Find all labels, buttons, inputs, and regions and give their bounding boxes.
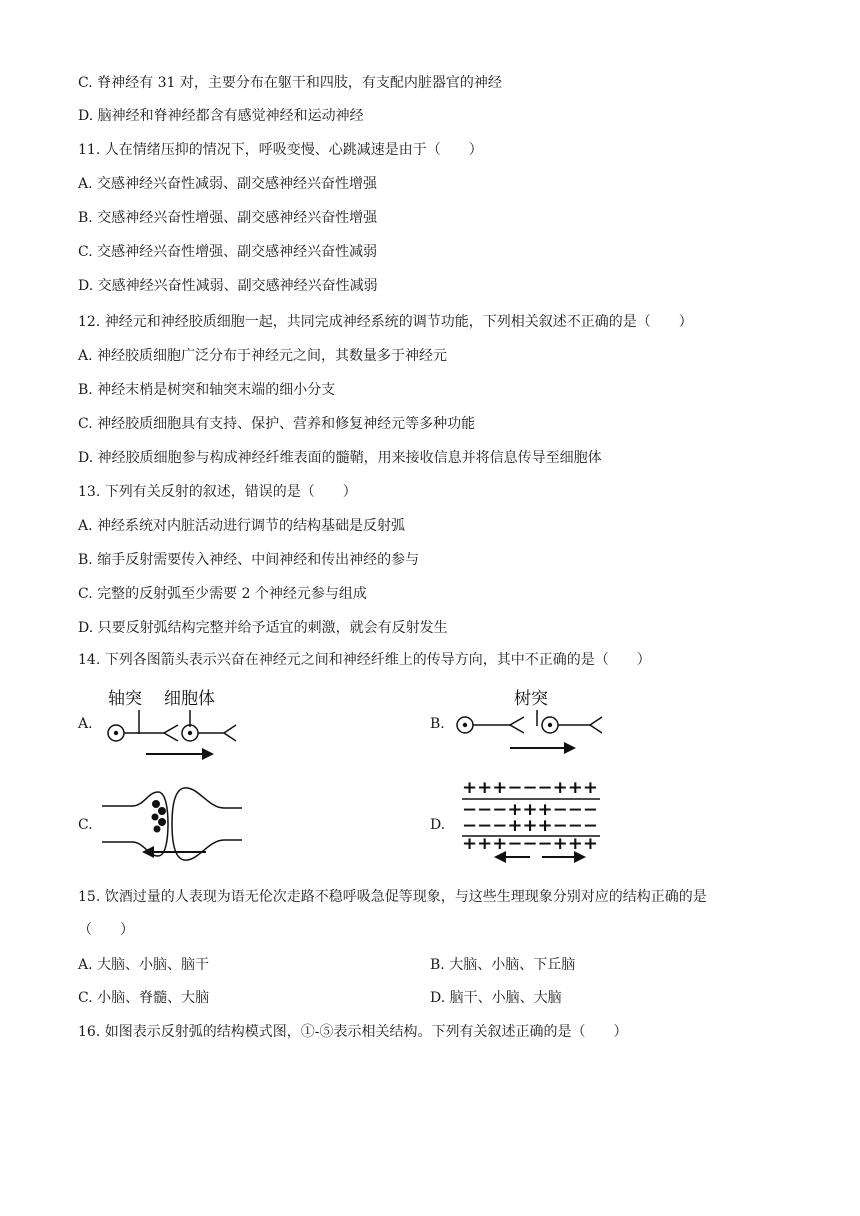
- q16-stem: 16. 如图表示反射弧的结构模式图，①-⑤表示相关结构。下列有关叙述正确的是（ ）: [78, 1024, 628, 1040]
- figure-d-option-label: D.: [430, 817, 446, 833]
- q13-option-d: D. 只要反射弧结构完整并给予适宜的刺激，就会有反射发生: [78, 620, 448, 636]
- figure-a-option-label: A.: [78, 716, 93, 732]
- q13-option-b: B. 缩手反射需要传入神经、中间神经和传出神经的参与: [78, 552, 420, 568]
- q14-stem: 14. 下列各图箭头表示兴奋在神经元之间和神经纤维上的传导方向，其中不正确的是（ ）: [78, 652, 651, 668]
- arrow-right-icon: [564, 742, 576, 754]
- charge-row-2: −−−+++−−−: [462, 800, 598, 820]
- q15-option-a: A. 大脑、小脑、脑干: [78, 957, 210, 973]
- label-dendrite: 树突: [514, 689, 548, 709]
- q15-option-d: D. 脑干、小脑、大脑: [430, 990, 562, 1006]
- q15-option-b: B. 大脑、小脑、下丘脑: [430, 957, 576, 973]
- q11-option-d: D. 交感神经兴奋性减弱、副交感神经兴奋性减弱: [78, 278, 378, 294]
- q12-option-d: D. 神经胶质细胞参与构成神经纤维表面的髓鞘，用来接收信息并将信息传导至细胞体: [78, 450, 602, 466]
- label-cell-body: 细胞体: [164, 689, 215, 709]
- q15-stem: 15. 饮酒过量的人表现为语无伦次走路不稳呼吸急促等现象，与这些生理现象分别对应的结构正确的是: [78, 889, 707, 905]
- q11-option-a: A. 交感神经兴奋性减弱、副交感神经兴奋性增强: [78, 176, 378, 192]
- q12-option-c: C. 神经胶质细胞具有支持、保护、营养和修复神经元等多种功能: [78, 416, 476, 432]
- charge-row-3: −−−+++−−−: [462, 816, 598, 836]
- label-axon: 轴突: [108, 689, 142, 709]
- q12-stem: 12. 神经元和神经胶质细胞一起，共同完成神经系统的调节功能，下列相关叙述不正确的是（ ）: [78, 314, 693, 330]
- figure-c-synapse-diagram: [96, 780, 256, 866]
- q11-option-c: C. 交感神经兴奋性增强、副交感神经兴奋性减弱: [78, 244, 378, 260]
- q12-option-b: B. 神经末梢是树突和轴突末端的细小分支: [78, 382, 336, 398]
- figure-c-option-label: C.: [78, 817, 93, 833]
- q11-stem: 11. 人在情绪压抑的情况下，呼吸变慢、心跳减速是由于（ ）: [78, 142, 483, 158]
- q15-option-c: C. 小脑、脊髓、大脑: [78, 990, 210, 1006]
- charge-row-1: +++−−−+++: [462, 778, 598, 798]
- figure-b-diagram: [450, 682, 610, 768]
- figure-b-option-label: B.: [430, 716, 445, 732]
- figure-a-diagram: [98, 682, 258, 768]
- q13-option-a: A. 神经系统对内脏活动进行调节的结构基础是反射弧: [78, 518, 406, 534]
- charge-row-4: +++−−−+++: [462, 834, 598, 854]
- figure-d-nerve-fiber-diagram: [458, 775, 608, 867]
- q15-answer-parens: （ ）: [78, 922, 134, 938]
- arrow-right-icon: [202, 748, 214, 760]
- q11-option-b: B. 交感神经兴奋性增强、副交感神经兴奋性增强: [78, 210, 378, 226]
- q12-option-a: A. 神经胶质细胞广泛分布于神经元之间，其数量多于神经元: [78, 348, 448, 364]
- q10-option-c: C. 脊神经有 31 对，主要分布在躯干和四肢，有支配内脏器官的神经: [78, 75, 502, 91]
- q13-option-c: C. 完整的反射弧至少需要 2 个神经元参与组成: [78, 586, 367, 602]
- q13-stem: 13. 下列有关反射的叙述，错误的是（ ）: [78, 484, 357, 500]
- q10-option-d: D. 脑神经和脊神经都含有感觉神经和运动神经: [78, 108, 364, 124]
